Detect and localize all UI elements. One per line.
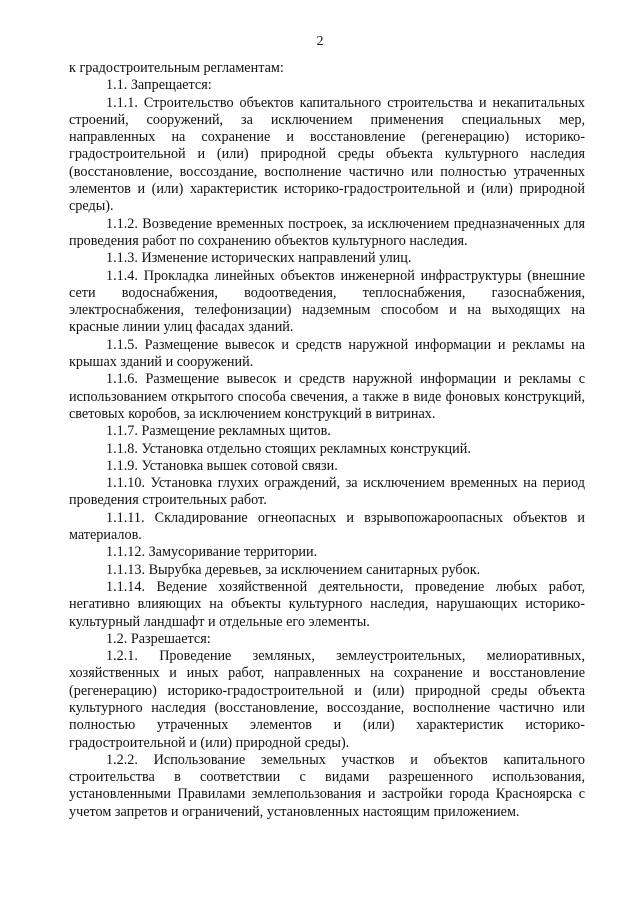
paragraph: 1.2.2. Использование земельных участков и объектов капитального строительства в соответствии с видами разрешенного использования, установленными Правилами землепользования и застройки города Красноярска с учетом запретов и ограничений, установленных настоящим приложением.	[69, 751, 585, 820]
paragraph: 1.1.11. Складирование огнеопасных и взрывопожароопасных объектов и материалов.	[69, 509, 585, 544]
paragraph: 1.1. Запрещается:	[106, 77, 212, 94]
paragraph: 1.2. Разрешается:	[106, 630, 211, 647]
document-body	[69, 60, 585, 821]
paragraph: 1.1.8. Установка отдельно стоящих рекламных конструкций.	[106, 440, 471, 457]
paragraph: 1.1.10. Установка глухих ограждений, за исключением временных на период проведения строительных работ.	[69, 475, 585, 509]
paragraph: 1.1.2. Возведение временных построек, за исключением предназначенных для проведения работ по сохранению объектов культурного наследия.	[69, 215, 585, 249]
paragraph: 1.1.6. Размещение вывесок и средств наружной информации и рекламы с использованием открытого способа свечения, а также в виде фоновых конструкций, световых коробов, за исключением конструкций в витринах.	[69, 371, 585, 422]
paragraph: 1.1.12. Замусоривание территории.	[106, 544, 318, 561]
paragraph: 1.1.14. Ведение хозяйственной деятельности, проведение любых работ, негативно влияющих на объекты культурного наследия, нарушающих историко-культурный ландшафт и отдельные его элементы.	[69, 578, 585, 630]
paragraph: 1.1.4. Прокладка линейных объектов инженерной инфраструктуры (внешние сети водоснабжения, водоотведения, теплоснабжения, газоснабжения, электроснабжения, телефонизации) надземным способом и на выходящих на красные линии улиц фасадах зданий.	[69, 267, 585, 336]
paragraph: 1.1.3. Изменение исторических направлений улиц.	[106, 250, 412, 267]
paragraph: 1.2.1. Проведение земляных, землеустроительных, мелиоративных, хозяйственных и иных работ, направленных на сохранение и восстановление (регенерацию) историко-градостроительной и (или) природной среды объекта культурного наследия (восстановление, воссоздание, восполнение частично или полностью утраченных элементов и (или) характеристик историко-градостроительной и (или) природной среды).	[69, 648, 585, 751]
paragraph: 1.1.5. Размещение вывесок и средств наружной информации и рекламы на крышах зданий и сооружений.	[69, 336, 585, 371]
paragraph: 1.1.9. Установка вышек сотовой связи.	[106, 457, 338, 474]
paragraph: 1.1.7. Размещение рекламных щитов.	[106, 423, 331, 440]
paragraph: 1.1.13. Вырубка деревьев, за исключением санитарных рубок.	[106, 561, 481, 578]
page-number: 2	[316, 34, 324, 49]
paragraph: 1.1.1. Строительство объектов капитального строительства и некапитальных строений, сооружений, за исключением применения специальных мер, направленных на сохранение и восстановление (регенерацию) историко-градостроительной и (или) природной среды объекта культурного наследия (восстановление, воссоздание, восполнение частично или полностью утраченных элементов и (или) характеристик историко-градостроительной и (или) природной среды).	[69, 94, 585, 215]
paragraph: к градостроительным регламентам:	[69, 60, 284, 76]
